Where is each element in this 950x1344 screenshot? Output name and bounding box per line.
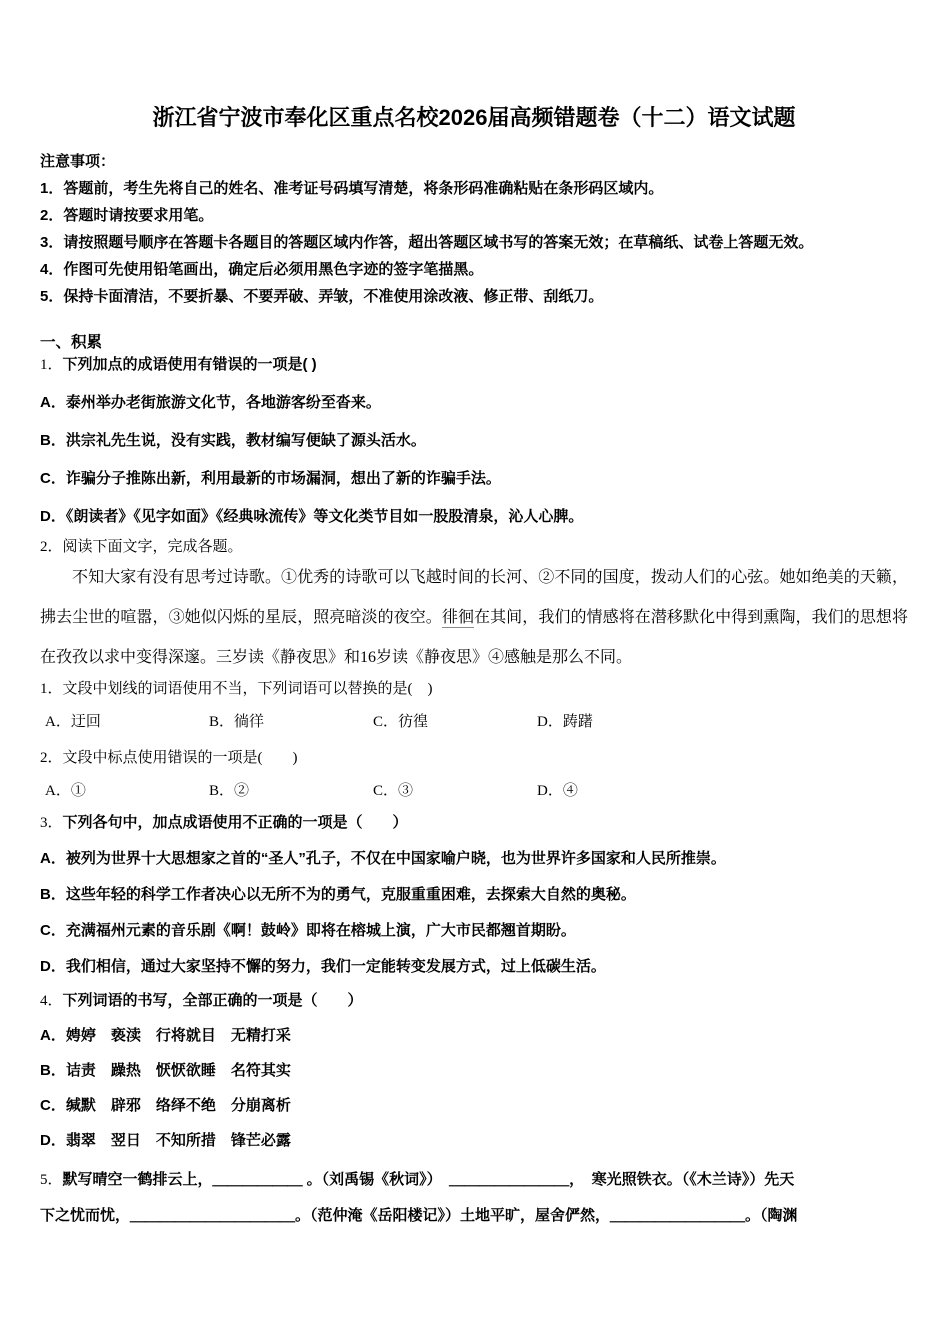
question-4-option-c: C．缄默 辟邪 络绎不绝 分崩离析 bbox=[40, 1097, 291, 1114]
question-2-1-options bbox=[40, 711, 908, 733]
question-2-1-option-b: B．徜徉 bbox=[209, 714, 265, 730]
notice-item: 1．答题前，考生先将自己的姓名、准考证号码填写清楚，将条形码准确粘贴在条形码区域内。 bbox=[40, 180, 664, 197]
question-1-stem bbox=[40, 354, 908, 376]
question-2-1-option-c: C．彷徨 bbox=[373, 714, 429, 730]
question-2-2-option-c: C．③ bbox=[373, 783, 414, 799]
question-2-2-options bbox=[40, 780, 908, 802]
question-5-line1: 默写晴空一鹤排云上，＿＿＿＿＿＿ 。（刘禹锡《秋词》） ＿＿＿＿＿＿＿＿， 寒光照铁衣。（《木兰诗》）先天 bbox=[62, 1171, 795, 1188]
question-1-option-d: D．《朗读者》《见字如面》《经典咏流传》等文化类节目如一股股清泉，沁人心脾。 bbox=[40, 508, 584, 525]
question-2-number: 2． bbox=[40, 539, 63, 555]
notice-item: 3．请按照题号顺序在答题卡各题目的答题区域内作答，超出答题区域书写的答案无效；在草稿纸、试卷上答题无效。 bbox=[40, 234, 814, 251]
question-1-number: 1． bbox=[40, 357, 63, 373]
question-2-2-option-d: D．④ bbox=[537, 783, 578, 799]
question-5-number: 5． bbox=[40, 1172, 63, 1188]
question-3-option-a: A．被列为世界十大思想家之首的“圣人”孔子，不仅在中国家喻户晓，也为世界许多国家和人民所推崇。 bbox=[40, 850, 726, 867]
question-2-2-option-a: A．① bbox=[45, 783, 86, 799]
question-4-number: 4． bbox=[40, 993, 63, 1009]
question-4-option-a: A．娉婷 亵渎 行将就目 无精打采 bbox=[40, 1027, 291, 1044]
question-2-1-stem: 1．文段中划线的词语使用不当，下列词语可以替换的是( ) bbox=[40, 681, 433, 697]
question-3-option-c: C．充满福州元素的音乐剧《啊！鼓岭》即将在榕城上演，广大市民都翘首期盼。 bbox=[40, 922, 576, 939]
page-title: 浙江省宁波市奉化区重点名校2026届高频错题卷（十二）语文试题 bbox=[152, 105, 796, 130]
passage-part2: 在其间，我们的情感将在潜移默化中得到熏陶，我们的思想将在孜孜以求中变得深邃。三岁读《静夜思》和16岁读《静夜思》④感触是那么不同。 bbox=[40, 609, 908, 666]
question-3-text: 下列各句中，加点成语使用不正确的一项是（ ） bbox=[62, 814, 408, 831]
question-3-option-b: B．这些年轻的科学工作者决心以无所不为的勇气，克服重重困难，去探索大自然的奥秘。 bbox=[40, 886, 636, 903]
reading-passage bbox=[40, 558, 908, 678]
question-3-option-d: D．我们相信，通过大家坚持不懈的努力，我们一定能转变发展方式，过上低碳生活。 bbox=[40, 958, 606, 975]
question-3-number: 3． bbox=[40, 815, 63, 831]
notice-item: 2．答题时请按要求用笔。 bbox=[40, 207, 214, 224]
notice-block bbox=[40, 148, 908, 310]
question-4-stem bbox=[40, 990, 908, 1012]
notice-item: 5．保持卡面清洁，不要折暴、不要弄破、弄皱，不准使用涂改液、修正带、刮纸刀。 bbox=[40, 288, 604, 305]
question-1-option-c: C．诈骗分子推陈出新，利用最新的市场漏洞，想出了新的诈骗手法。 bbox=[40, 470, 501, 487]
passage-underlined-word: 徘徊 bbox=[441, 609, 475, 626]
question-1-option-b: B．洪宗礼先生说，没有实践，教材编写便缺了源头活水。 bbox=[40, 432, 426, 449]
notice-item: 4．作图可先使用铅笔画出，确定后必须用黑色字迹的签字笔描黑。 bbox=[40, 261, 484, 278]
question-4-option-b: B．诘责 躁热 恹恹欲睡 名符其实 bbox=[40, 1062, 291, 1079]
passage-part1: 不知大家有没有思考过诗歌。①优秀的诗歌可以飞越时间的长河、②不同的国度，拨动人们的心弦。她如绝美的天籁，拂去尘世的喧嚣，③她似闪烁的星辰，照亮暗淡的夜空。 bbox=[40, 569, 908, 626]
question-2-text: 阅读下面文字，完成各题。 bbox=[62, 539, 243, 555]
question-4-option-d: D．翡翠 翌日 不知所措 锋芒必露 bbox=[40, 1132, 291, 1149]
section-heading: 一、积累 bbox=[40, 334, 103, 351]
question-2-2-stem: 2．文段中标点使用错误的一项是( ) bbox=[40, 750, 298, 766]
notice-heading: 注意事项： bbox=[40, 153, 116, 170]
question-5-line2: 下之忧而忧，＿＿＿＿＿＿＿＿＿＿＿。（范仲淹《岳阳楼记》）土地平旷，屋舍俨然，＿＿＿＿＿＿＿＿＿。（陶渊 bbox=[40, 1207, 798, 1224]
question-4-text: 下列词语的书写，全部正确的一项是（ ） bbox=[62, 992, 363, 1009]
question-2-1-option-a: A．迂回 bbox=[45, 714, 101, 730]
question-2-1-option-d: D．踌躇 bbox=[537, 714, 593, 730]
question-1-option-a: A．泰州举办老街旅游文化节，各地游客纷至沓来。 bbox=[40, 394, 381, 411]
question-3-stem bbox=[40, 812, 908, 834]
question-5-dictation bbox=[40, 1162, 908, 1234]
question-2-stem bbox=[40, 536, 908, 558]
question-1-text: 下列加点的成语使用有错误的一项是( ) bbox=[62, 356, 317, 373]
question-2-2-option-b: B．② bbox=[209, 783, 250, 799]
